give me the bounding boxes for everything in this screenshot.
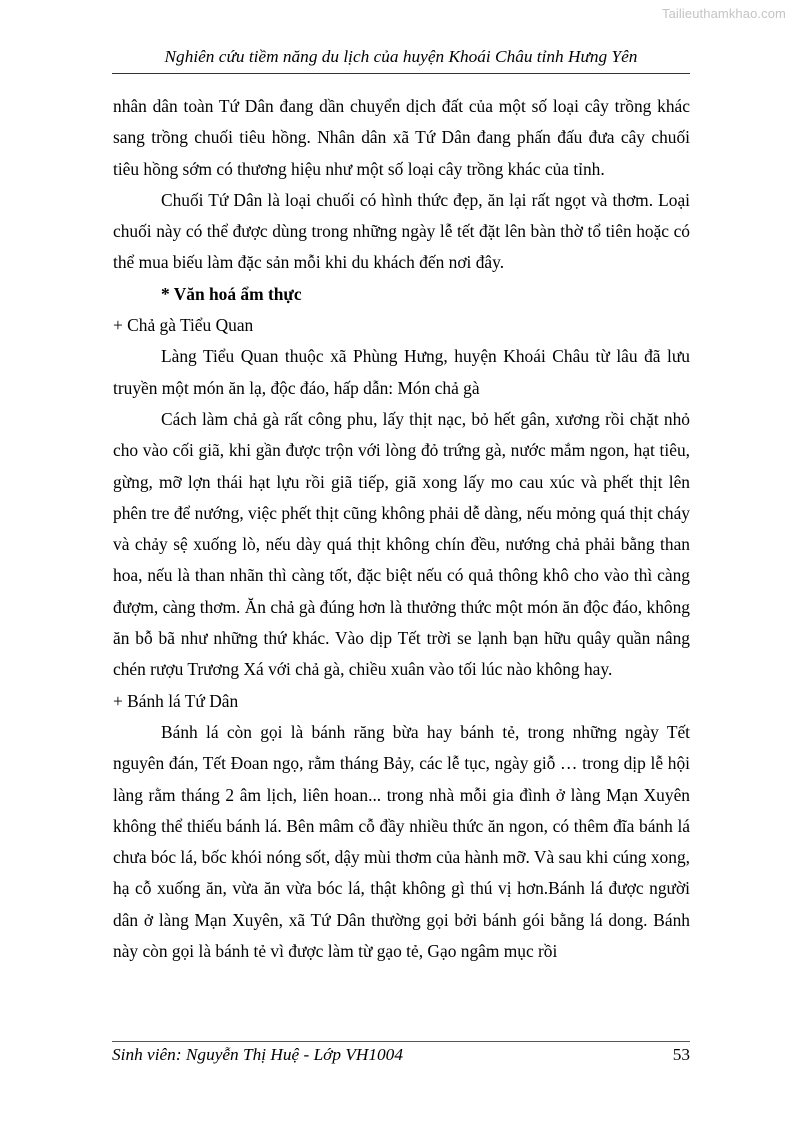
subheading: + Bánh lá Tứ Dân xyxy=(113,690,239,711)
page-number: 53 xyxy=(672,1045,690,1064)
header-divider xyxy=(112,73,690,74)
paragraph: Chuối Tứ Dân là loại chuối có hình thức đẹp, ăn lại rất ngọt và thơm. Loại chuối này có thể được dùng trong những ngày lễ tết đặt lên bàn thờ tổ tiên hoặc có thể mua biếu làm đặc sản mỗi khi du khách đến nơi đây. xyxy=(113,189,690,273)
paragraph: Làng Tiểu Quan thuộc xã Phùng Hưng, huyện Khoái Châu từ lâu đã lưu truyền một món ăn lạ, độc đáo, hấp dẫn: Món chả gà xyxy=(113,346,690,398)
paragraph-continuation: nhân dân toàn Tứ Dân đang dần chuyển dịch đất của một số loại cây trồng khác sang trồng chuối tiêu hồng. Nhân dân xã Tứ Dân đang phấn đấu đưa cây chuối tiêu hồng sớm có thương hiệu như một số loại cây trồng khác của tỉnh. xyxy=(113,96,690,179)
section-heading: * Văn hoá ẩm thực xyxy=(161,283,302,304)
paragraph: Bánh lá còn gọi là bánh răng bừa hay bánh tẻ, trong những ngày Tết nguyên đán, Tết Đoan ngọ, rằm tháng Bảy, các lễ tục, ngày giỗ … trong dịp lễ hội làng rằm tháng 2 âm lịch, liên hoan... trong nhà mỗi gia đình ở làng Mạn Xuyên không thể thiếu bánh lá. Bên mâm cỗ đầy nhiều thức ăn ngon, có thêm đĩa bánh lá chưa bóc lá, bốc khói nóng sốt, dậy mùi thơm của hành mỡ. Và sau khi cúng xong, hạ cỗ xuống ăn, vừa ăn vừa bóc lá, thật không gì thú vị hơn.Bánh lá được người dân ở làng Mạn Xuyên, xã Tứ Dân thường gọi bởi bánh gói bằng lá dong. Bánh này còn gọi là bánh tẻ vì được làm từ gạo tẻ, Gạo ngâm mục rồi xyxy=(113,721,690,962)
running-header: Nghiên cứu tiềm năng du lịch của huyện Khoái Châu tỉnh Hưng Yên xyxy=(164,47,638,66)
footer-divider xyxy=(112,1041,690,1042)
subheading: + Chả gà Tiểu Quan xyxy=(113,315,254,336)
watermark: Tailieuthamkhao.com xyxy=(661,6,786,21)
page-body xyxy=(113,91,690,967)
paragraph: Cách làm chả gà rất công phu, lấy thịt nạc, bỏ hết gân, xương rồi chặt nhỏ cho vào cối giã, khi gần được trộn với lòng đỏ trứng gà, nước mắm ngon, hạt tiêu, gừng, mỡ lợn thái hạt lựu rồi giã tiếp, giã xong lấy mo cau xúc và phết thịt lên phên tre để nướng, việc phết thịt cũng không phải dễ dàng, nếu mỏng quá thịt cháy và chảy sệ xuống lò, nếu dày quá thịt không chín đều, nướng chả phải bằng than hoa, nếu là than nhãn thì càng tốt, đặc biệt nếu có quả thông khô cho vào thì càng đượm, càng thơm. Ăn chả gà đúng hơn là thưởng thức một món ăn độc đáo, không ăn bỗ bã như những thứ khác. Vào dịp Tết trời se lạnh bạn hữu quây quần nâng chén rượu Trương Xá với chả gà, chiều xuân vào tối lúc nào không hay. xyxy=(113,408,690,680)
footer-author: Sinh viên: Nguyễn Thị Huệ - Lớp VH1004 xyxy=(112,1045,403,1064)
